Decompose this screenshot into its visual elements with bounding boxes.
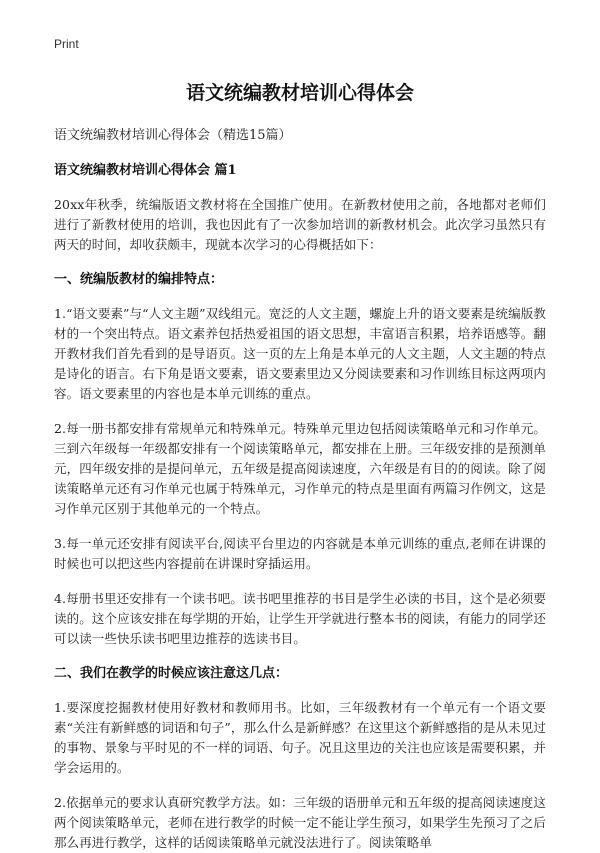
paragraph-note-1: 1.要深度挖掘教材使用好教材和教师用书。比如，三年级教材有一个单元有一个语文要素“关注有新鲜感的词语和句子”，那么什么是新鲜感？在这里这个新鲜感指的是从未见过的事物、景象与平时见的不一样的词语、句子。况且这里边的关注也应该是需要积累，并学会运用的。 xyxy=(54,700,546,775)
intro-paragraph: 20xx年秋季，统编版语文教材将在全国推广使用。在新教材使用之前，各地都对老师们进行了新教材使用的培训，我也因此有了一次参加培训的新教材机会。此次学习虽然只有两天的时间，却收获颇丰，现就本次学习的心得概括如下： xyxy=(54,197,546,252)
paragraph-note-2: 2.依据单元的要求认真研究教学方法。如：三年级的语册单元和五年级的提高阅读速度这两个阅读策略单元，老师在进行教学的时候一定不能让学生预习，如果学生先预习了之后那么再进行教学，这样的话阅读策略单元就没法进行了。阅读策略单 xyxy=(54,795,546,850)
paragraph-feature-4: 4.每册书里还安排有一个读书吧。读书吧里推荐的书目是学生必读的书目，这个是必须要读的。这个应该安排在每学期的开始，让学生开学就进行整本书的阅读，有能力的同学还可以读一些快乐读书吧里边推荐的选读书目。 xyxy=(54,591,546,646)
section-title: 语文统编教材培训心得体会 篇1 xyxy=(54,163,237,178)
heading-teaching-notes: 二、我们在教学的时候应该注意这几点： xyxy=(54,666,289,681)
document-subtitle: 语文统编教材培训心得体会（精选15篇） xyxy=(54,128,292,143)
paragraph-feature-3: 3.每一单元还安排有阅读平台,阅读平台里边的内容就是本单元训练的重点,老师在讲课的时候也可以把这些内容提前在讲课时穿插运用。 xyxy=(54,536,546,571)
paragraph-feature-2: 2.每一册书都安排有常规单元和特殊单元。特殊单元里边包括阅读策略单元和习作单元。三到六年级每一年级都安排有一个阅读策略单元，都安排在上册。三年级安排的是预测单元，四年级安排的是提问单元，五年级是提高阅读速度，六年级是有目的的阅读。除了阅读策略单元还有习作单元也属于特殊单元，习作单元的特点是里面有两篇习作例文，这是习作单元区别于其他单元的一个特点。 xyxy=(54,421,546,516)
heading-compilation-features: 一、统编版教材的编排特点： xyxy=(54,272,224,287)
paragraph-feature-1: 1.“语文要素”与“人文主题”双线组元。宽泛的人文主题，螺旋上升的语文要素是统编版教材的一个突出特点。语文素养包括热爱祖国的语文思想，丰富语言积累，培养语感等。翻开教材我们首先看到的是导语页。这一页的左上角是本单元的人文主题，人文主题的特点是诗化的语言。右下角是语文要素，语文要素里边又分阅读要素和习作训练目标这两项内容。语文要素里的内容也是本单元训练的重点。 xyxy=(54,306,546,401)
document-title: 语文统编教材培训心得体会 xyxy=(185,82,414,104)
print-label: Print xyxy=(54,37,79,51)
